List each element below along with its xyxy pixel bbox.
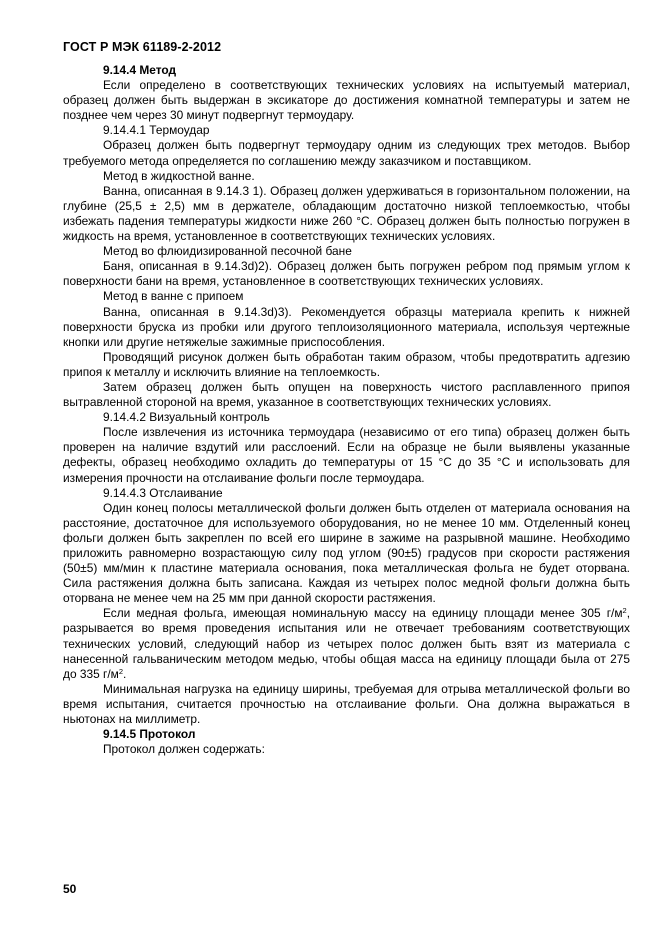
paragraph <box>63 606 630 681</box>
text-run: , разрывается во время проведения испытания или не отвечает требованиям соответствующих технических условий, следующий набор из четырех полос должен быть взят из материала с нанесенной гальваническим методом медью, чтобы общая масса на единицу площади была от 275 до 335 г/м <box>63 606 630 681</box>
paragraph: Затем образец должен быть опущен на поверхность чистого расплавленного припоя вытравленной стороной на время, указанное в соответствующих технических условиях. <box>63 379 630 410</box>
document-body <box>63 63 630 757</box>
paragraph: Образец должен быть подвергнут термоудару одним из следующих трех методов. Выбор требуемого метода определяется по соглашению между заказчиком и поставщиком. <box>63 138 630 168</box>
paragraph: Ванна, описанная в 9.14.3d)3). Рекомендуется образцы материала крепить к нижней поверхности бруска из пробки или другого теплоизоляционного материала, используя чертежные кнопки или другие нетяжелые зажимные приспособления. <box>63 304 630 349</box>
paragraph: Метод в жидкостной ванне. <box>103 168 255 183</box>
section-heading-peeling: 9.14.4.3 Отслаивание <box>103 485 223 500</box>
superscript: 2 <box>118 666 123 676</box>
paragraph: Метод во флюидизированной песочной бане <box>103 244 352 259</box>
text-run: . <box>123 666 127 681</box>
section-heading-thermal-shock: 9.14.4.1 Термоудар <box>103 123 210 138</box>
paragraph: После извлечения из источника термоудара (независимо от его типа) образец должен быть проверен на наличие вздутий или расслоений. Если на образце не были выявлены указанные дефекты, образец необходимо охладить до температуры от 15 °С до 35 °С и использовать для измерения прочности на отслаивание фольги после термоудара. <box>63 425 630 485</box>
section-heading-visual-inspection: 9.14.4.2 Визуальный контроль <box>103 410 270 425</box>
paragraph: Ванна, описанная в 9.14.3 1). Образец должен удерживаться в горизонтальном положении, на глубине (25,5 ± 2,5) мм в держателе, обладающим достаточно низкой теплоемкостью, чтобы избежать падения температуры жидкости ниже 260 °С. Образец должен быть полностью погружен в жидкость на время, установленное в соответствующих технических условиях. <box>63 183 630 244</box>
paragraph: Баня, описанная в 9.14.3d)2). Образец должен быть погружен ребром под прямым углом к поверхности бани на время, установленное в соответствующих технических условиях. <box>63 259 630 289</box>
paragraph: Если определено в соответствующих технических условиях на испытуемый материал, образец должен быть выдержан в эксикаторе до достижения комнатной температуры и затем не позднее чем через 30 минут подвергнут термоудару. <box>63 78 630 123</box>
superscript: 2 <box>622 606 627 616</box>
page-number: 50 <box>63 882 77 896</box>
paragraph: Протокол должен содержать: <box>103 742 265 757</box>
section-heading-report: 9.14.5 Протокол <box>103 727 196 742</box>
paragraph: Метод в ванне с припоем <box>103 289 244 304</box>
section-heading-method: 9.14.4 Метод <box>103 63 177 77</box>
text-run: Если медная фольга, имеющая номинальную массу на единицу площади менее 305 г/м <box>103 606 623 621</box>
paragraph: Проводящий рисунок должен быть обработан таким образом, чтобы предотвратить адгезию припоя к металлу и исключить влияние на теплоемкость. <box>63 349 630 379</box>
paragraph: Минимальная нагрузка на единицу ширины, требуемая для отрыва металлической фольги во время испытания, считается прочностью на отслаивание фольги. Она должна выражаться в ньютонах на миллиметр. <box>63 681 630 727</box>
document-header: ГОСТ Р МЭК 61189-2-2012 <box>63 40 222 54</box>
paragraph: Один конец полосы металлической фольги должен быть отделен от материала основания на расстояние, достаточное для используемого оборудования, но не менее 10 мм. Отделенный конец фольги должен быть закреплен по всей его ширине в зажиме на разрывной машине. Необходимо приложить равномерно возрастающую силу под углом (90±5) градусов при скорости растяжения (50±5) мм/мин к пластине материала основания, пока металлическая фольга не будет оторвана. Сила растяжения должна быть записана. Каждая из четырех полос медной фольги должна быть оторвана не менее чем на 25 мм при данной скорости растяжения. <box>63 500 630 606</box>
